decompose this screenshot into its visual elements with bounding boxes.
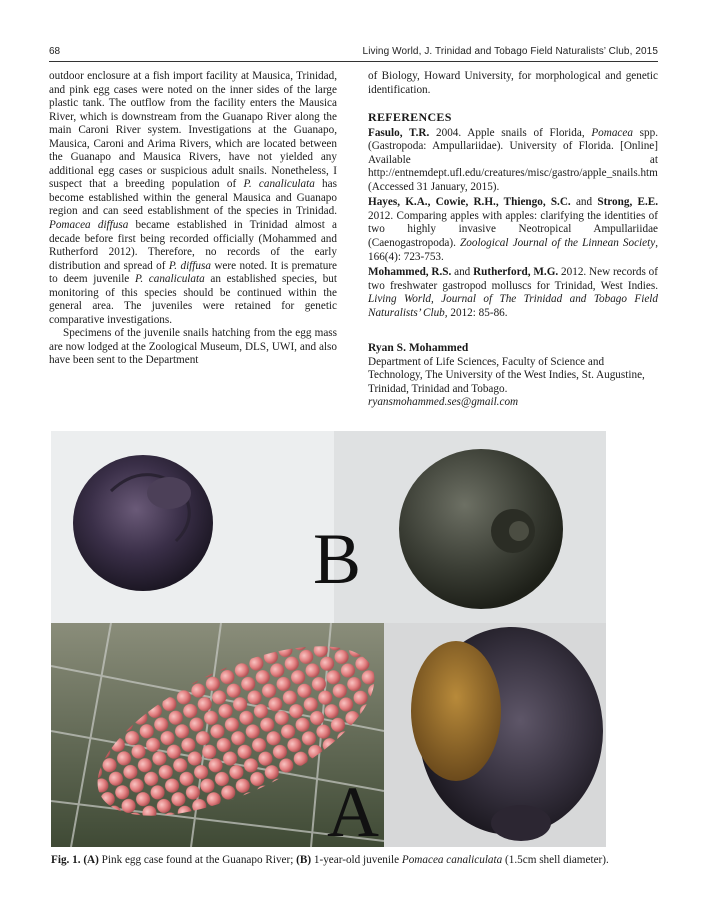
running-title: Living World, J. Trinidad and Tobago Field Naturalists’ Club, 2015: [362, 46, 658, 57]
body-paragraph: outdoor enclosure at a fish import facility at Mausica, Trinidad, and pink egg cases were noted on the inner sides of the large plastic tank. The outflow from the facility enters the Mausica River, which is downstream from the Guanapo River along the main Caroni River system. Investigations at the Guanapo, Mausica, Caroni and Arima Rivers, which are located between the Guanapo and Mausica Rivers, have not yielded any additional egg cases or suspicious adult snails. Nonetheless, I suspect that a breeding population of P. canaliculata has become established within the general Mausica and Guanapo region and can seed establishment of the species in Trinidad. Pomacea diffusa became established in Trinidad almost a decade before first being recorded officially (Mohammed and Rutherford 2012). Therefore, no records of the early distribution and spread of P. diffusa were noted. It is premature to deem juvenile P. canaliculata an established species, but monitoring of this species should be continued within the general area. The juveniles were retained for genetic comparative investigations.: [49, 70, 338, 326]
running-header: [49, 46, 658, 60]
author-affiliation: Department of Life Sciences, Faculty of Science and Technology, The University of the West Indies, St. Augustine, Trinidad, Trinidad and Tobago.: [368, 355, 645, 395]
body-paragraph-continued: of Biology, Howard University, for morphological and genetic identification.: [368, 70, 658, 96]
header-rule: [49, 61, 658, 62]
panel-label-b: B: [313, 519, 362, 599]
author-email: ryansmohammed.ses@gmail.com: [368, 396, 519, 409]
reference-item: Fasulo, T.R. 2004. Apple snails of Florida, Pomacea spp. (Gastropoda: Ampullariidae). University of Florida. [Online] Available at http://entnemdept.ufl.edu/creatures/misc/gastro/apple_snails.htm (Accessed 31 January, 2015).: [368, 126, 659, 193]
figure-caption: Fig. 1. (A) Pink egg case found at the Guanapo River; (B) 1-year-old juvenile Pomacea canaliculata (1.5cm shell diameter).: [51, 854, 609, 866]
reference-item: Hayes, K.A., Cowie, R.H., Thiengo, S.C. and Strong, E.E. 2012. Comparing apples with apples: clarifying the identities of two highly invasive Neotropical Ampullariidae (Caenogastropoda). Zoological Journal of the Linnean Society, 166(4): 723-753.: [368, 196, 658, 263]
references-heading: REFERENCES: [368, 110, 452, 125]
panel-label-a: A: [327, 772, 379, 847]
reference-item: Mohammed, R.S. and Rutherford, M.G. 2012. New records of two freshwater gastropod molluscs for Trinidad, West Indies. Living World, Journal of The Trinidad and Tobago Field Naturalists’ Club, 2012: 85-86.: [368, 266, 658, 319]
body-paragraph: Specimens of the juvenile snails hatching from the egg mass are now lodged at the Zoological Museum, DLS, UWI, and also have been sent to the Department: [49, 327, 337, 367]
left-column: [49, 70, 337, 368]
figure-photographs: [51, 431, 606, 847]
figure-photo-composite: [51, 431, 606, 847]
right-column: [368, 70, 658, 410]
author-name: Ryan S. Mohammed: [368, 342, 469, 355]
page-number: 68: [49, 46, 61, 57]
